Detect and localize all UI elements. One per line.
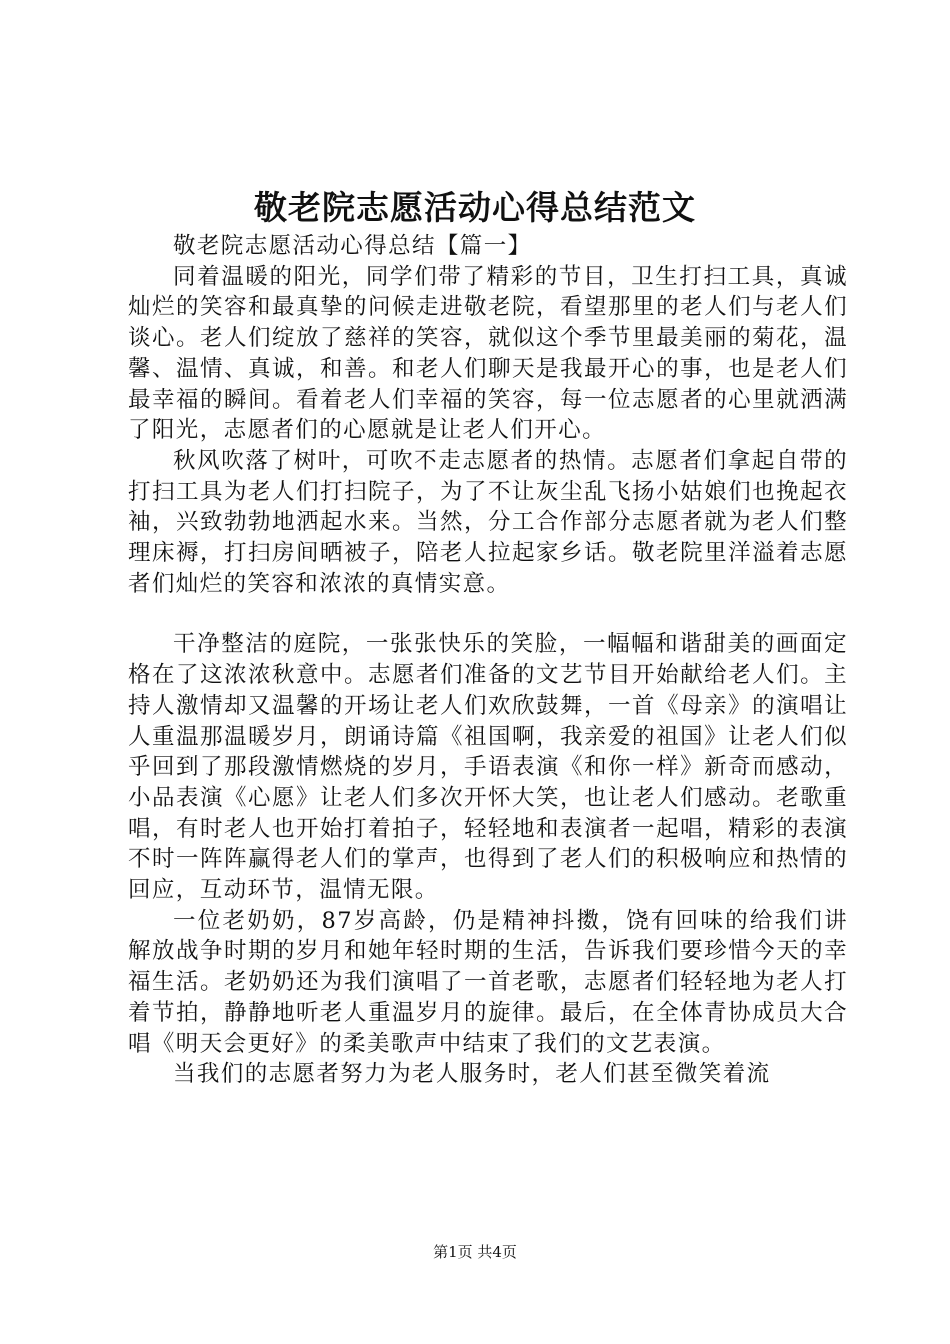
paragraph-2: 秋风吹落了树叶，可吹不走志愿者的热情。志愿者们拿起自带的打扫工具为老人们打扫院子，为了不让灰尘乱飞扬小姑娘们也挽起衣袖，兴致勃勃地洒起水来。当然，分工合作部分志愿者就为老人们整理床褥，打扫房间晒被子，陪老人拉起家乡话。敬老院里洋溢着志愿者们灿烂的笑容和浓浓的真情实意。 <box>128 447 848 597</box>
page-footer <box>0 1242 950 1262</box>
section-heading: 敬老院志愿活动心得总结【篇一】 <box>173 233 532 259</box>
paragraph-3: 干净整洁的庭院，一张张快乐的笑脸，一幅幅和谐甜美的画面定格在了这浓浓秋意中。志愿者们准备的文艺节目开始献给老人们。主持人激情却又温馨的开场让老人们欢欣鼓舞，一首《母亲》的演唱让人重温那温暖岁月，朗诵诗篇《祖国啊，我亲爱的祖国》让老人们似乎回到了那段激情燃烧的岁月，手语表演《和你一样》新奇而感动，小品表演《心愿》让老人们多次开怀大笑，也让老人们感动。老歌重唱，有时老人也开始打着拍子，轻轻地和表演者一起唱，精彩的表演不时一阵阵赢得老人们的掌声，也得到了老人们的积极响应和热情的回应，互动环节，温情无限。 <box>128 631 848 904</box>
paragraph-5: 当我们的志愿者努力为老人服务时，老人们甚至微笑着流 <box>173 1061 771 1088</box>
document-title: 敬老院志愿活动心得总结范文 <box>254 188 696 227</box>
paragraph-4: 一位老奶奶，87岁高龄，仍是精神抖擞，饶有回味的给我们讲解放战争时期的岁月和她年轻时期的生活，告诉我们要珍惜今天的幸福生活。老奶奶还为我们演唱了一首老歌，志愿者们轻轻地为老人打着节拍，静静地听老人重温岁月的旋律。最后，在全体青协成员大合唱《明天会更好》的柔美歌声中结束了我们的文艺表演。 <box>128 907 848 1057</box>
paragraph-spacer <box>128 599 848 629</box>
paragraph-1: 同着温暖的阳光，同学们带了精彩的节目，卫生打扫工具，真诚灿烂的笑容和最真挚的问候走进敬老院，看望那里的老人们与老人们谈心。老人们绽放了慈祥的笑容，就似这个季节里最美丽的菊花，温馨、温情、真诚，和善。和老人们聊天是我最开心的事，也是老人们最幸福的瞬间。看着老人们幸福的笑容，每一位志愿者的心里就洒满了阳光，志愿者们的心愿就是让老人们开心。 <box>128 263 848 444</box>
document-body <box>128 231 848 1090</box>
page-number: 第1页 共4页 <box>433 1243 517 1261</box>
